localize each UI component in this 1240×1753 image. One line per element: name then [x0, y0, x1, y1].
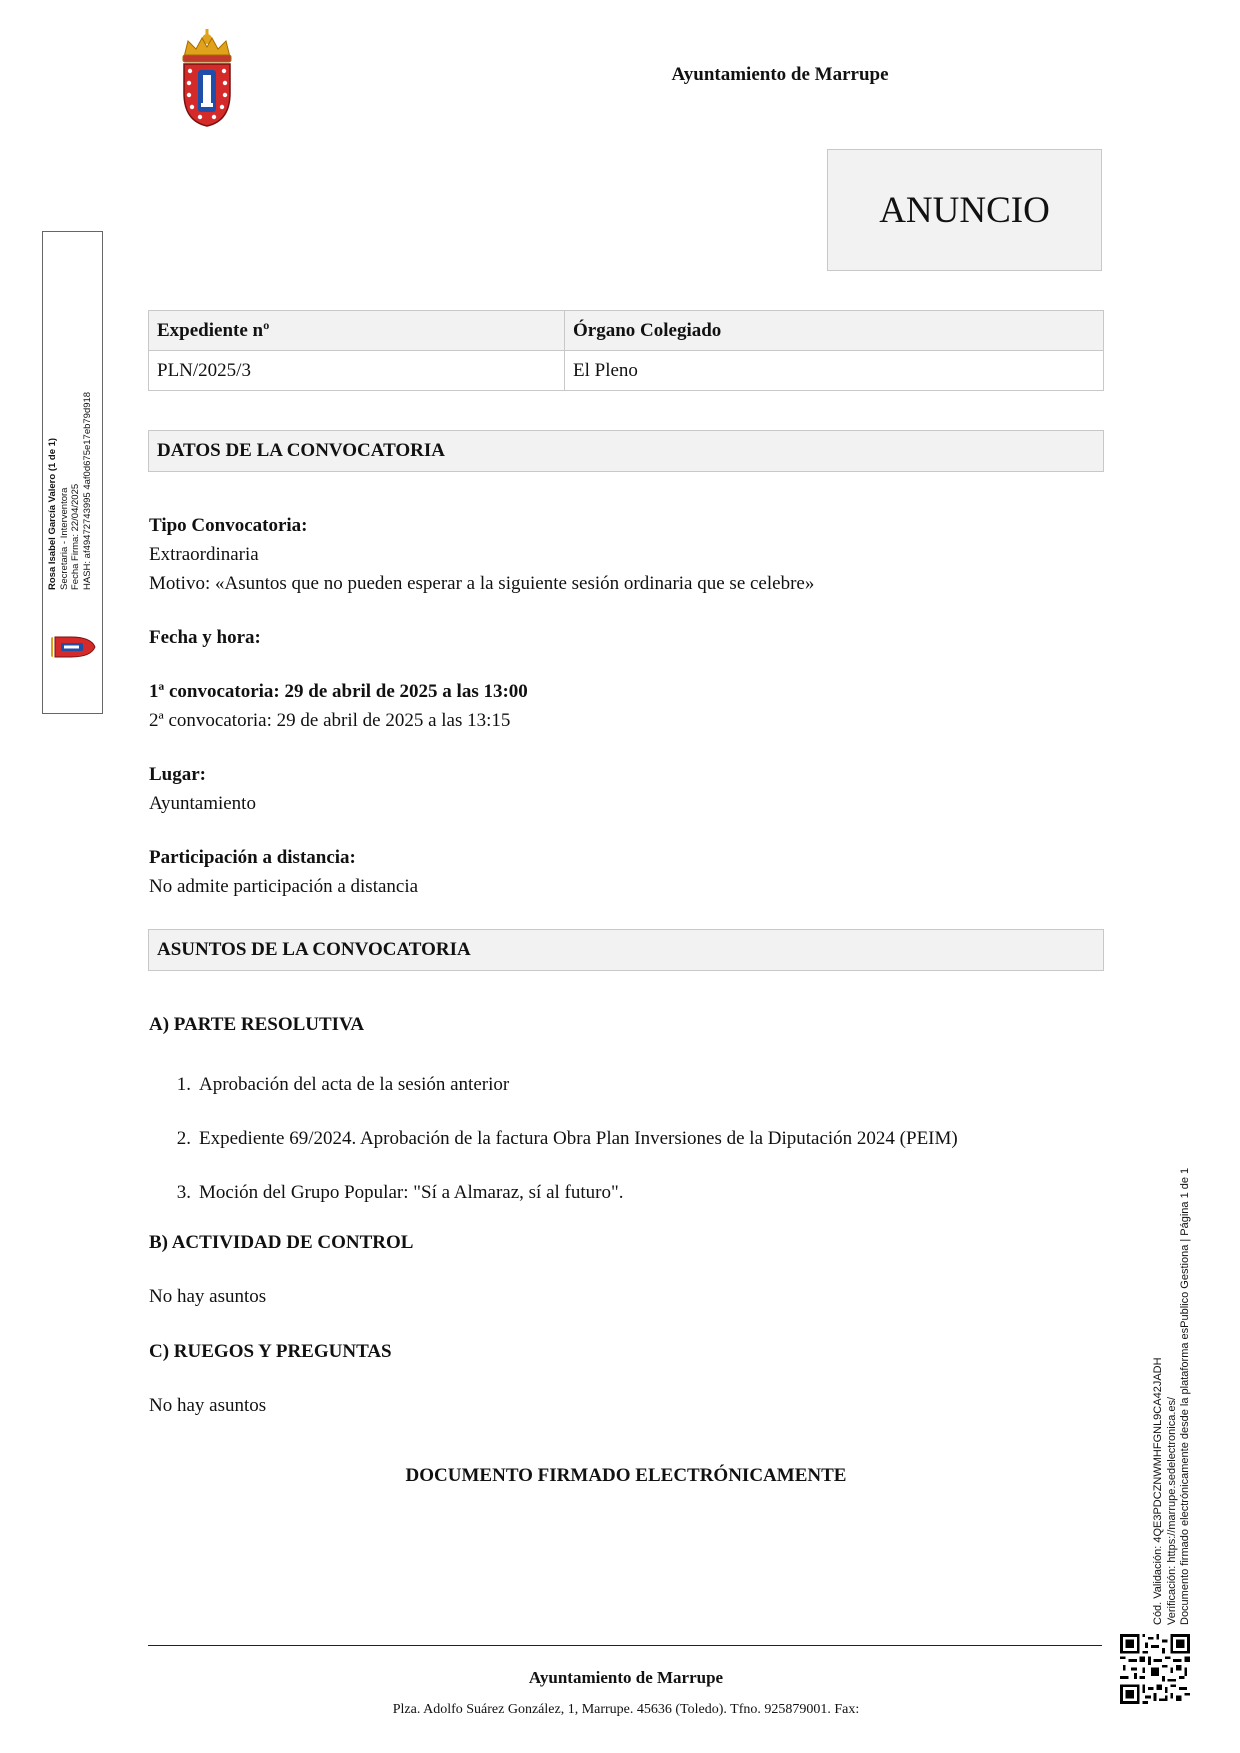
- list-item-number: 2.: [176, 1128, 191, 1149]
- lugar-label: Lugar:: [149, 764, 206, 785]
- agenda-list: [149, 1072, 1099, 1234]
- table-header-cell: Expediente nº: [149, 311, 565, 351]
- footer-divider: [148, 1645, 1102, 1646]
- table-row: [149, 351, 1104, 391]
- tipo-value: Extraordinaria: [149, 544, 259, 565]
- signer-name: Rosa Isabel García Valero (1 de 1): [47, 437, 58, 590]
- parte-resolutiva-heading: A) PARTE RESOLUTIVA: [149, 1014, 365, 1035]
- list-item: [149, 1180, 1099, 1234]
- primera-convocatoria: 1ª convocatoria: 29 de abril de 2025 a las 13:00: [149, 681, 528, 702]
- validation-code: Cód. Validación: 4QE3PDCZNWMHFGNL9CA42JADH: [1152, 1357, 1164, 1625]
- expediente-table: [148, 310, 1104, 391]
- signature-date: Fecha Firma: 22/04/2025: [70, 483, 81, 590]
- signed-document-note: DOCUMENTO FIRMADO ELECTRÓNICAMENTE: [405, 1465, 847, 1486]
- list-item: [149, 1072, 1099, 1126]
- validation-platform: Documento firmado electrónicamente desde la plataforma esPublico Gestiona | Página 1 de 1: [1179, 1167, 1191, 1625]
- header-organization: Ayuntamiento de Marrupe: [671, 64, 889, 85]
- validation-url: Verificación: https://marrupe.sedelectronica.es/: [1165, 1396, 1178, 1625]
- section-asuntos-bar: ASUNTOS DE LA CONVOCATORIA: [148, 929, 1104, 971]
- list-item-number: 1.: [176, 1074, 191, 1095]
- participacion-label: Participación a distancia:: [149, 847, 356, 868]
- table-header-row: [149, 311, 1104, 351]
- fecha-label: Fecha y hora:: [149, 627, 261, 648]
- signature-hash: HASH: af49472743995 4af0d675e17eb79d918: [81, 391, 93, 590]
- ruegos-preguntas-text: No hay asuntos: [149, 1395, 267, 1416]
- lugar-value: Ayuntamiento: [149, 793, 256, 814]
- table-header-cell: Órgano Colegiado: [565, 311, 1104, 351]
- coat-of-arms-icon: [180, 27, 234, 127]
- ruegos-preguntas-heading: C) RUEGOS Y PREGUNTAS: [149, 1341, 392, 1362]
- actividad-control-heading: B) ACTIVIDAD DE CONTROL: [149, 1232, 414, 1253]
- participacion-value: No admite participación a distancia: [149, 876, 419, 897]
- qr-code-icon: [1120, 1634, 1190, 1709]
- footer-organization: Ayuntamiento de Marrupe: [528, 1668, 724, 1687]
- section-datos-bar: DATOS DE LA CONVOCATORIA: [148, 430, 1104, 472]
- list-item-number: 3.: [176, 1182, 191, 1203]
- signer-role: Secretaria - Interventora: [58, 487, 70, 590]
- list-item: [149, 1126, 1099, 1180]
- convocatoria-details: [149, 511, 1099, 901]
- actividad-control-text: No hay asuntos: [149, 1286, 267, 1307]
- validation-text: [1152, 1085, 1193, 1625]
- motivo-text: Motivo: «Asuntos que no pueden esperar a la siguiente sesión ordinaria que se celebre»: [149, 573, 815, 594]
- footer-address: Plza. Adolfo Suárez González, 1, Marrupe. 45636 (Toledo). Tfno. 925879001. Fax:: [392, 1702, 860, 1717]
- list-item-text: Moción del Grupo Popular: "Sí a Almaraz, sí al futuro".: [199, 1182, 624, 1203]
- coat-of-arms-icon: [51, 633, 99, 661]
- table-cell: El Pleno: [565, 351, 1104, 391]
- tipo-label: Tipo Convocatoria:: [149, 515, 308, 536]
- list-item-text: Expediente 69/2024. Aprobación de la factura Obra Plan Inversiones de la Diputación 2024 (PEIM): [199, 1128, 958, 1149]
- list-item-text: Aprobación del acta de la sesión anterior: [199, 1074, 510, 1095]
- signature-stamp-text: [47, 270, 93, 590]
- segunda-convocatoria: 2ª convocatoria: 29 de abril de 2025 a las 13:15: [149, 710, 511, 731]
- document-title-box: ANUNCIO: [827, 149, 1102, 271]
- table-cell: PLN/2025/3: [149, 351, 565, 391]
